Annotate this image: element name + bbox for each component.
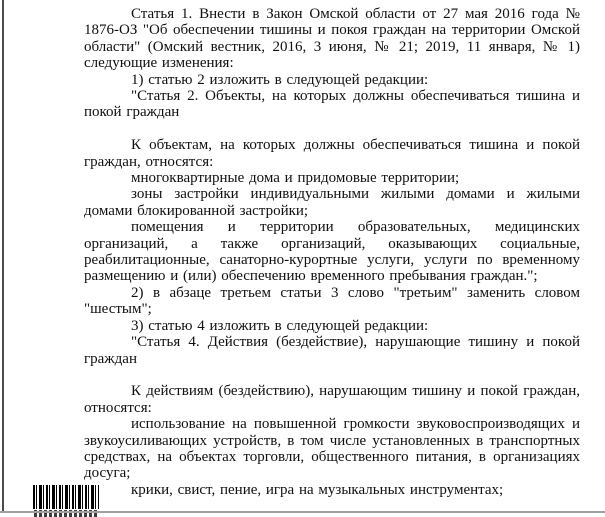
paragraph: Статья 1. Внести в Закон Омской области от 27 мая 2016 года № 1876-ОЗ "Об обеспечении тишины и покоя граждан на территории Омской области" (Омский вестник, 2016, 3 июня, № 21; 2019, 11 января, № 1) следующие изменения: — [84, 6, 580, 72]
paragraph: крики, свист, пение, игра на музыкальных инструментах; — [131, 481, 504, 498]
paragraph: К объектам, на которых должны обеспечиваться тишина и покой граждан, относятся: — [84, 137, 580, 170]
paragraph: "Статья 4. Действия (бездействие), нарушающие тишину и покой граждан — [84, 334, 580, 367]
barcode — [33, 485, 99, 509]
paragraph: К действиям (бездействию), нарушающим тишину и покой граждан, относятся: — [84, 383, 580, 416]
paragraph: помещения и территории образовательных, медицинских организаций, а также организаций, оказывающих социальные, реабилитационные, санаторно-курортные услуги, услуги по временному размещению и (или) обеспечению временного пребывания граждан."; — [84, 219, 580, 285]
paragraph: 2) в абзаце третьем статьи 3 слово "третьим" заменить словом "шестым"; — [84, 284, 580, 318]
page-bottom-edge — [0, 511, 605, 513]
paragraph: 3) статью 4 изложить в следующей редакции: — [131, 317, 429, 334]
paragraph: 1) статью 2 изложить в следующей редакции: — [131, 71, 429, 88]
page-left-edge — [2, 0, 4, 513]
paragraph: "Статья 2. Объекты, на которых должны обеспечиваться тишина и покой граждан — [84, 88, 580, 121]
paragraph: зоны застройки индивидуальными жилыми домами и жилыми домами блокированной застройки; — [84, 186, 580, 219]
paragraph: использование на повышенной громкости звуковоспроизводящих и звукоусиливающих устройств, в том числе установленных в транспортных средствах, на объектах торговли, общественного питания, в организациях досуга; — [84, 416, 580, 482]
document-text — [84, 6, 580, 511]
paragraph: многоквартирные дома и придомовые территории; — [131, 170, 460, 187]
